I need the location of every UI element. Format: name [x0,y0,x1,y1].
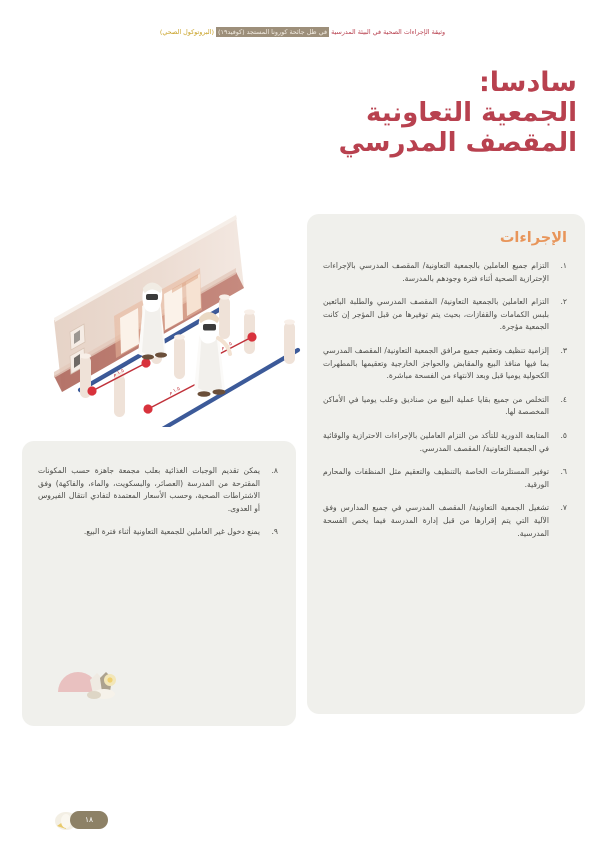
running-header-prefix: وثيقة الإجراءات الصحية في البيئة المدرسية [331,28,446,36]
list-item-number: ٦. [560,467,567,477]
list-item-number: ١. [560,261,567,270]
svg-text:١.٥ م: ١.٥ م [168,385,182,397]
page-title-line-3: المقصف المدرسي [338,128,577,158]
list-item-text: يمنع دخول غير العاملين للجمعية التعاونية أثناء فترة البيع. [83,527,260,537]
list-item-text: التخلص من جميع بقايا عملية البيع من صناديق وعلب يوميا في الأماكن المخصصة لها. [323,394,549,417]
page-title [147,68,577,158]
page-number: ١٨ [70,811,108,829]
list-item-number: ٣. [560,345,567,355]
list-item [323,466,567,491]
list-item [323,394,567,419]
svg-text:١.٥ م: ١.٥ م [220,340,234,352]
running-header-suffix: (البروتوكول الصحي) [159,28,214,36]
list-item-number: ٧. [560,503,567,513]
list-item-text: توفير المستلزمات الخاصة بالتنظيف والتعقيم مثل المنظفات والمحارم الورقية. [323,467,549,489]
list-item [38,526,278,539]
list-item-number: ٥. [560,430,567,440]
list-item [323,345,567,383]
list-item-number: ٤. [560,394,567,404]
list-item-text: المتابعة الدورية للتأكد من التزام العاملين بالإجراءات الاحترازية والوقائية في الجمعية التعاونية/ المقصف المدرسي. [323,430,549,453]
list-item-number: ٨. [271,466,278,475]
procedures-list [307,260,585,540]
canteen-illustration [22,212,308,427]
list-item-text: التزام جميع العاملين بالجمعية التعاونية/ المقصف المدرسي بالإجراءات الإحترازية الصحية أثناء فترة وجودهم بالمدرسة. [323,261,549,283]
running-header-highlight: في ظل جائحة كورونا المستجد (كوفيد١٩) [218,28,328,36]
list-item-text: التزام العاملين بالجمعية التعاونية/ المقصف المدرسي والطلبة البائعين بلبس الكمامات والقفازات، بحيث يتم توفيرها من قبل المؤجر إن كانت الجمعية مؤجرة. [323,297,549,332]
list-item-text: تشغيل الجمعية التعاونية/ المقصف المدرسي في جميع المدارس وفق الآلية التي يتم إقرارها من قبل إدارة المدرسة فيما يخص الفسحة المدرسية. [323,503,549,538]
running-header [0,26,605,38]
svg-text:١.٥ م: ١.٥ م [112,367,126,379]
list-item [38,465,278,515]
procedures-panel [307,214,585,714]
page-title-line-1: سادسا: [478,67,577,98]
list-item-number: ٢. [560,297,567,307]
procedures-heading: الإجراءات [499,230,567,246]
list-item [323,502,567,540]
page-number-badge [52,806,114,836]
list-item-text: إلزامية تنظيف وتعقيم جميع مرافق الجمعية التعاونية/ المقصف المدرسي بما فيها منافذ البيع والمقابض والحواجز الخارجية وتعقيمها بالمطهرات الكحولية يوميا قبل وبعد الانتهاء من الفسحة مباشرة. [323,345,549,381]
secondary-procedures-panel [22,441,296,726]
secondary-procedures-list [22,465,296,539]
list-item [323,296,567,334]
food-items-decoration-icon [56,662,130,708]
list-item-text: يمكن تقديم الوجبات الغذائية بعلب مجمعة جاهزة حسب المكونات المقترحة من المدرسة (العصائر، والبسكويت، والماء، والفاكهة) وفق الاشتراطات الصحية، وحسب الأسعار المعتمدة لتفادي انتقال الفيروس أو العدوى. [38,466,260,513]
list-item [323,430,567,455]
list-item-number: ٩. [271,527,278,537]
list-item [323,260,567,285]
page-title-line-2: الجمعية التعاونية [366,98,577,128]
